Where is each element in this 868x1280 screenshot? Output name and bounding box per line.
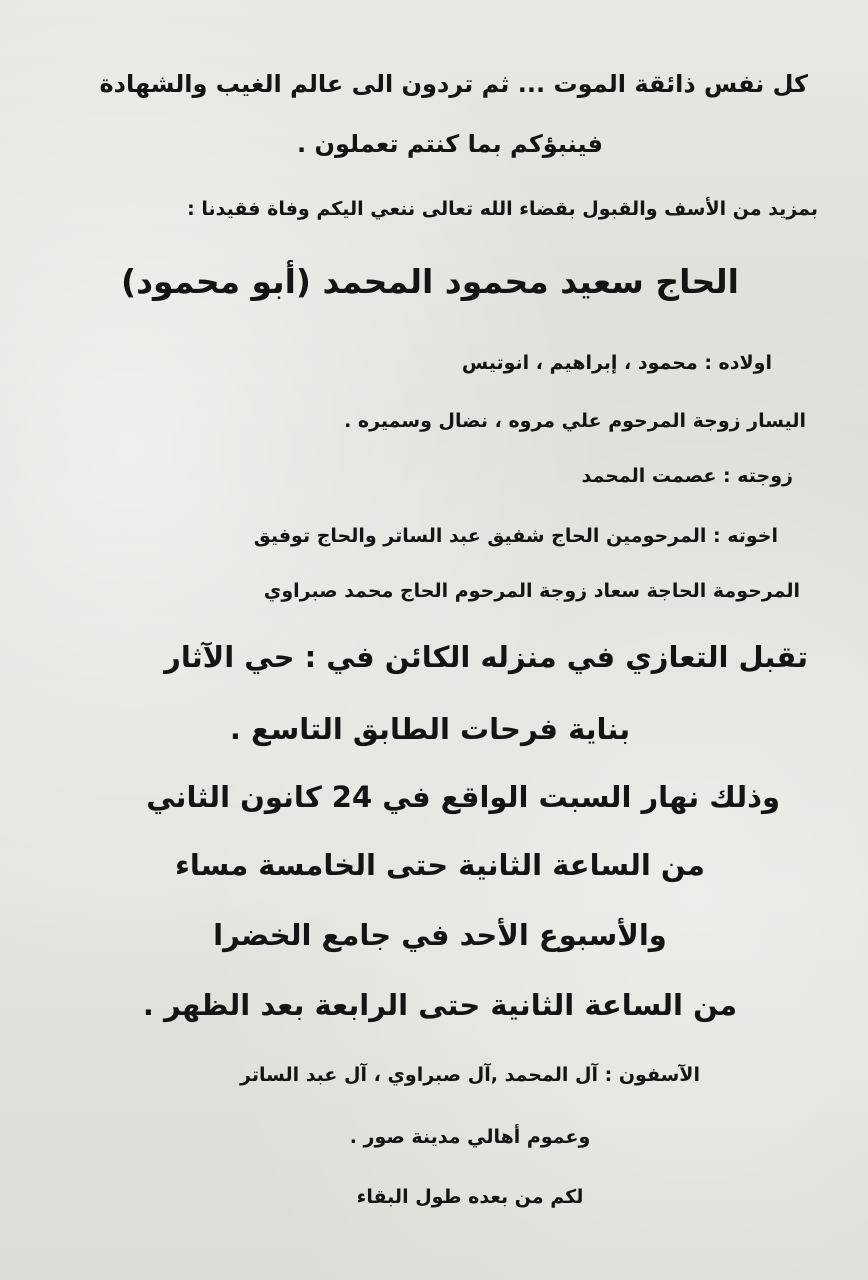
children-line: اولاده : محمود ، إبراهيم ، انوتيس xyxy=(461,352,772,374)
wife-line: زوجته : عصمت المحمد xyxy=(581,465,793,487)
siblings-line-2: المرحومة الحاجة سعاد زوجة المرحوم الحاج محمد صبراوي xyxy=(263,580,800,602)
siblings-line-1: اخوته : المرحومين الحاج شفيق عبد الساتر والحاج توفيق xyxy=(253,525,778,547)
closing-line: لكم من بعده طول البقاء xyxy=(356,1186,584,1208)
week-line: والأسبوع الأحد في جامع الخضرا xyxy=(213,918,667,952)
time-line-1: من الساعة الثانية حتى الخامسة مساء xyxy=(175,848,705,882)
condolence-location-line: تقبل التعازي في منزله الكائن في : حي الآثار xyxy=(164,640,808,674)
verse-line-2: فينبؤكم بما كنتم تعملون . xyxy=(297,130,603,158)
time-line-2: من الساعة الثانية حتى الرابعة بعد الظهر . xyxy=(142,988,738,1022)
daughters-line: اليسار زوجة المرحوم علي مروه ، نضال وسميره . xyxy=(344,410,806,432)
date-line: وذلك نهار السبت الواقع في 24 كانون الثاني xyxy=(146,780,780,814)
building-line: بناية فرحات الطابق التاسع . xyxy=(229,712,631,746)
deceased-name: الحاج سعيد محمود المحمد (أبو محمود) xyxy=(121,262,739,301)
verse-line-1: كل نفس ذائقة الموت ... ثم تردون الى عالم الغيب والشهادة xyxy=(99,70,808,98)
city-line: وعموم أهالي مدينة صور . xyxy=(349,1126,591,1148)
announcement-intro: بمزيد من الأسف والقبول بقضاء الله تعالى ننعي اليكم وفاة فقيدنا : xyxy=(187,198,818,220)
mourners-line: الآسفون : آل المحمد ,آل صبراوي ، آل عبد الساتر xyxy=(240,1064,700,1086)
